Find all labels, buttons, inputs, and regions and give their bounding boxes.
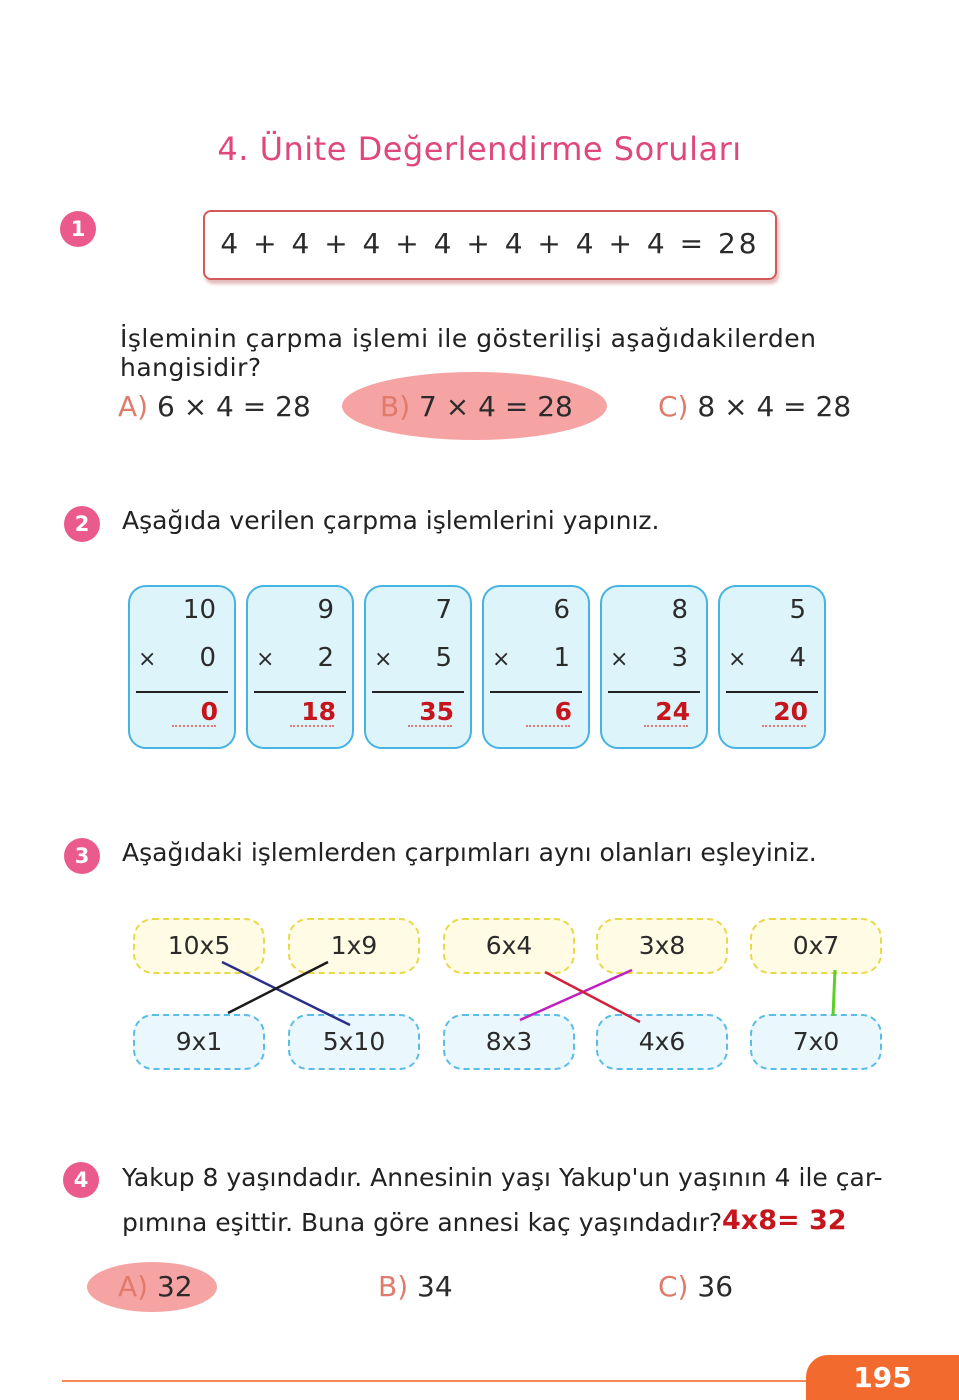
- multiplier: 0: [199, 643, 216, 673]
- match-card-top[interactable]: 1x9: [288, 918, 420, 974]
- multiplier: 5: [435, 643, 452, 673]
- q2-question: Aşağıda verilen çarpma işlemlerini yapınız.: [122, 506, 660, 535]
- handwritten-answer: 4x8= 32: [722, 1205, 847, 1236]
- q4-option-b[interactable]: [378, 1270, 453, 1303]
- multiplier: 3: [671, 643, 688, 673]
- multiplicand: 8: [671, 595, 688, 625]
- option-text: 6 × 4 = 28: [156, 390, 311, 423]
- option-text: 32: [156, 1270, 193, 1303]
- product-answer: 24: [655, 697, 690, 726]
- multiplier: 4: [789, 643, 806, 673]
- match-line: [228, 962, 328, 1013]
- option-letter: C): [658, 1270, 689, 1303]
- q4-option-c[interactable]: [658, 1270, 733, 1303]
- question-number-2: 2: [64, 506, 100, 542]
- option-text: 36: [697, 1270, 734, 1303]
- q3-question: Aşağıdaki işlemlerden çarpımları aynı olanları eşleyiniz.: [122, 838, 817, 867]
- match-line: [545, 972, 640, 1022]
- times-sign: ×: [492, 647, 511, 672]
- match-card-bottom[interactable]: 7x0: [750, 1014, 882, 1070]
- match-card-top[interactable]: 6x4: [443, 918, 575, 974]
- option-text: 34: [417, 1270, 453, 1303]
- match-card-top[interactable]: 10x5: [133, 918, 265, 974]
- times-sign: ×: [256, 647, 275, 672]
- multiplicand: 9: [317, 595, 334, 625]
- multiplier: 1: [553, 643, 570, 673]
- question-number-4: 4: [63, 1162, 99, 1198]
- times-sign: ×: [138, 647, 157, 672]
- page-number: 195: [806, 1355, 959, 1400]
- question-number-1: 1: [60, 211, 96, 247]
- footer-line: [62, 1380, 806, 1382]
- option-letter: A): [118, 390, 149, 423]
- multiplicand: 10: [182, 595, 216, 625]
- question-number-3: 3: [64, 838, 100, 874]
- match-line: [520, 970, 632, 1020]
- match-card-bottom[interactable]: 9x1: [133, 1014, 265, 1070]
- q4-option-a[interactable]: [118, 1270, 193, 1303]
- option-letter: A): [118, 1270, 149, 1303]
- multiplicand: 6: [553, 595, 570, 625]
- option-letter: C): [658, 390, 689, 423]
- option-text: 7 × 4 = 28: [419, 390, 573, 423]
- page-title: 4. Ünite Değerlendirme Soruları: [217, 130, 742, 168]
- multiplicand: 7: [435, 595, 452, 625]
- match-card-top[interactable]: 0x7: [750, 918, 882, 974]
- product-answer: 0: [200, 697, 218, 726]
- match-card-top[interactable]: 3x8: [596, 918, 728, 974]
- multiplier: 2: [317, 643, 334, 673]
- option-letter: B): [378, 1270, 409, 1303]
- times-sign: ×: [728, 647, 747, 672]
- match-card-bottom[interactable]: 4x6: [596, 1014, 728, 1070]
- product-answer: 20: [773, 697, 808, 726]
- product-answer: 18: [301, 697, 336, 726]
- q1-question: İşleminin çarpma işlemi ile gösterilişi aşağıdakilerden hangisidir?: [120, 324, 817, 382]
- match-line: [833, 970, 835, 1016]
- product-answer: 35: [419, 697, 454, 726]
- times-sign: ×: [374, 647, 393, 672]
- q4-line2: pımına eşittir. Buna göre annesi kaç yaşındadır?: [122, 1208, 723, 1237]
- equation-box: 4 + 4 + 4 + 4 + 4 + 4 + 4 = 28: [203, 210, 777, 280]
- option-text: 8 × 4 = 28: [697, 390, 852, 423]
- match-line: [222, 962, 350, 1025]
- match-card-bottom[interactable]: 5x10: [288, 1014, 420, 1070]
- product-answer: 6: [554, 697, 572, 726]
- multiplicand: 5: [789, 595, 806, 625]
- option-letter: B): [380, 390, 411, 423]
- match-card-bottom[interactable]: 8x3: [443, 1014, 575, 1070]
- times-sign: ×: [610, 647, 629, 672]
- q4-line1: Yakup 8 yaşındadır. Annesinin yaşı Yakup'un yaşının 4 ile çar-: [122, 1163, 883, 1192]
